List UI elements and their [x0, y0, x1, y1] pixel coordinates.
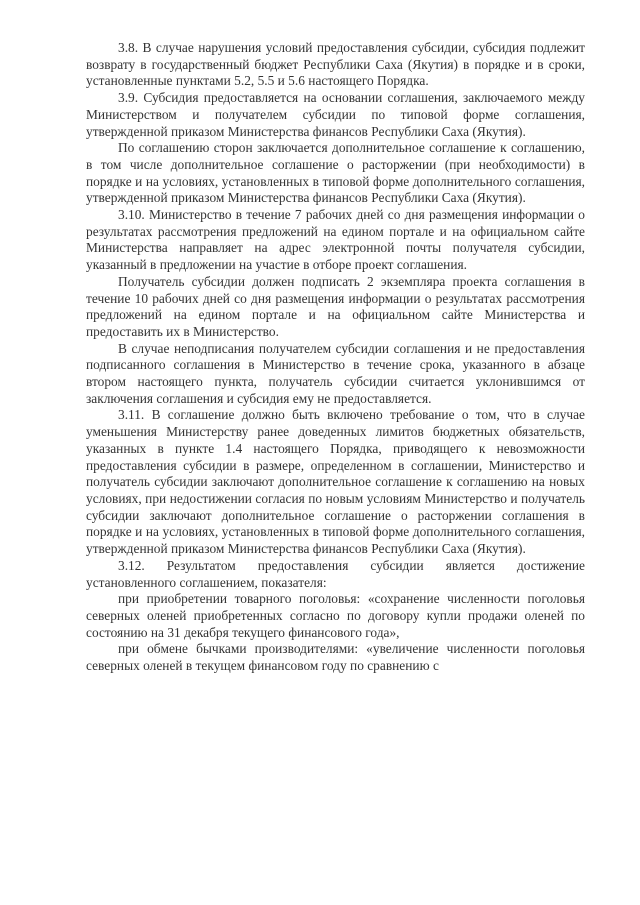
paragraph-signing-term: Получатель субсидии должен подписать 2 экземпляра проекта соглашения в течение 10 рабочих дней со дня размещения информации о результатах рассмотрения предложений на едином портале и на официальном сайте Министерства и предоставить их в Министерство. — [86, 273, 585, 339]
paragraph-purchase-indicator: при приобретении товарного поголовья: «сохранение численности поголовья северных оленей приобретенных согласно по договору купли продажи оленей по состоянию на 31 декабря текущего финансового года», — [86, 591, 585, 640]
paragraph-3-9: 3.9. Субсидия предоставляется на основании соглашения, заключаемого между Министерством и получателем субсидии по типовой форме соглашения, утвержденной приказом Министерства финансов Республики Саха (Якутия). — [86, 90, 585, 139]
paragraph-3-10: 3.10. Министерство в течение 7 рабочих дней со дня размещения информации о результатах рассмотрения предложений на едином портале и на официальном сайте Министерства направляет на адрес электронной почты получателя субсидии, указанный в предложении на участие в отборе проект соглашения. — [86, 207, 585, 273]
paragraph-3-11: 3.11. В соглашение должно быть включено требование о том, что в случае уменьшения Министерству ранее доведенных лимитов бюджетных обязательств, указанных в пункте 1.4 настоящего Порядка, приводящего к невозможности предоставления субсидии в размере, определенном в соглашении, Министерство и получатель субсидии заключают дополнительное соглашение к соглашению на новых условиях, при недостижении согласия по новым условиям Министерство и получатель субсидии заключают дополнительное соглашение о расторжении соглашения в порядке и на условиях, установленных в типовой форме дополнительного соглашения, утвержденной приказом Министерства финансов Республики Саха (Якутия). — [86, 407, 585, 557]
paragraph-non-signing: В случае неподписания получателем субсидии соглашения и не предоставления подписанного соглашения в Министерство в течение срока, указанного в абзаце втором настоящего пункта, получатель субсидии считается уклонившимся от заключения соглашения и субсидия ему не предоставляется. — [86, 340, 585, 406]
document-body — [86, 40, 585, 675]
paragraph-3-8: 3.8. В случае нарушения условий предоставления субсидии, субсидия подлежит возврату в государственный бюджет Республики Саха (Якутия) в порядке и в сроки, установленные пунктами 5.2, 5.5 и 5.6 настоящего Порядка. — [86, 40, 585, 89]
paragraph-additional-agreement: По соглашению сторон заключается дополнительное соглашение к соглашению, в том числе дополнительное соглашение о расторжении (при необходимости) в порядке и на условиях, установленных в типовой форме дополнительного соглашения, утвержденной приказом Министерства финансов Республики Саха (Якутия). — [86, 140, 585, 206]
paragraph-3-12: 3.12. Результатом предоставления субсидии является достижение установленного соглашением, показателя: — [86, 557, 585, 590]
paragraph-exchange-indicator: при обмене бычками производителями: «увеличение численности поголовья северных оленей в текущем финансовом году по сравнению с — [86, 641, 585, 674]
